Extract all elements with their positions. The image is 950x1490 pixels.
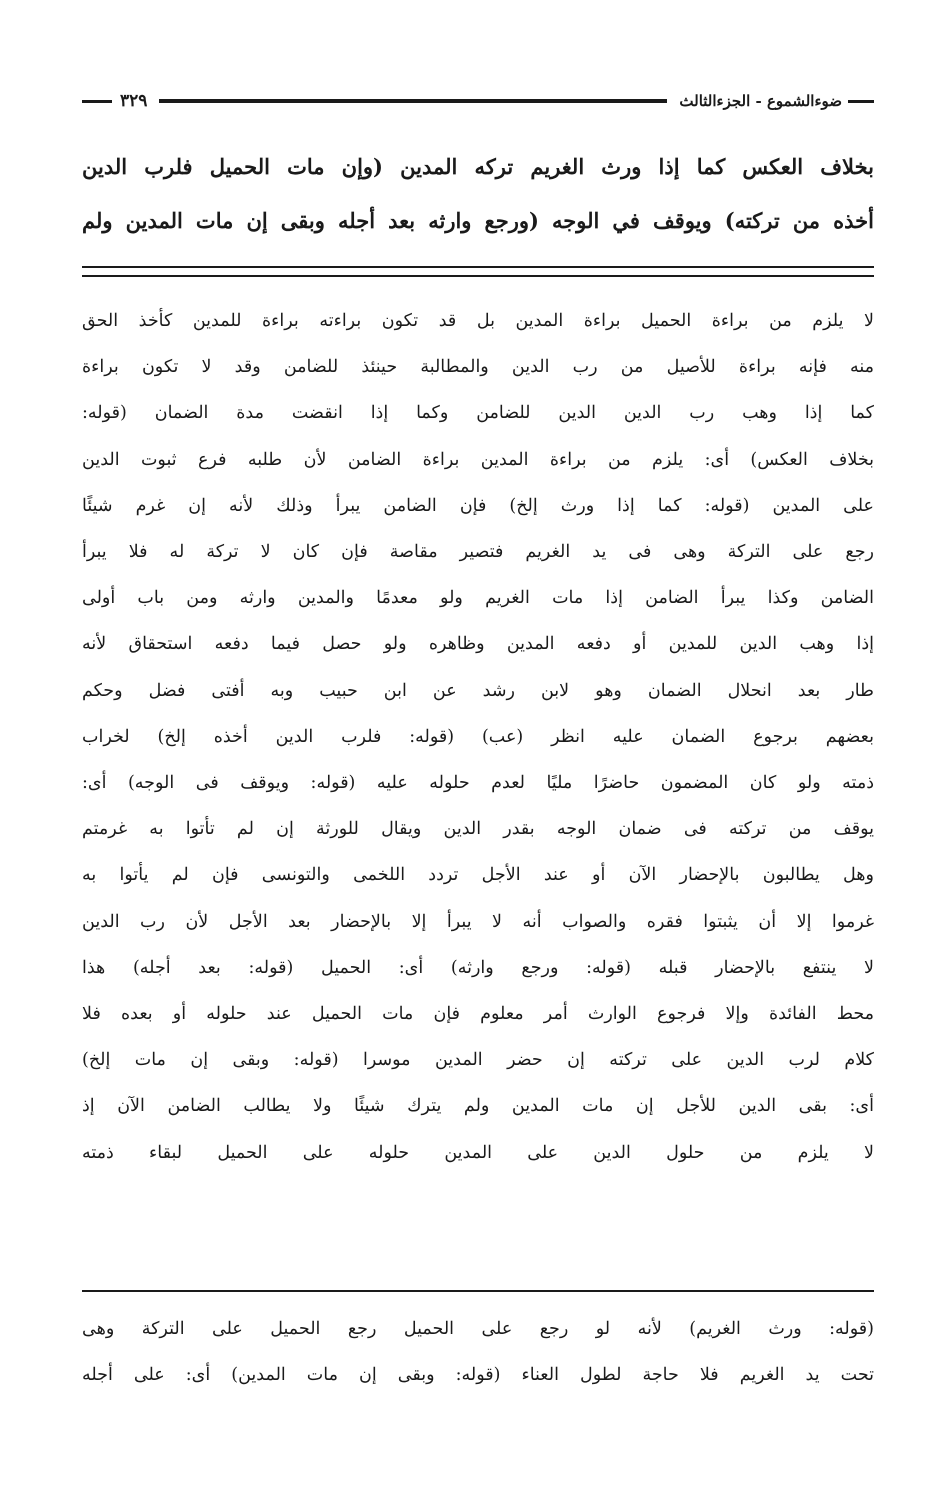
header-dash-left — [82, 100, 112, 103]
commentary-line: منه فإنه براءة للأصيل من رب الدين والمطالبة حينئذ للضامن وقد لا تكون براءة — [82, 357, 874, 378]
commentary-line: يوقف من تركته فى ضمان الوجه بقدر الدين ويقال للورثة إن لم تأتوا به غرمتم — [82, 819, 874, 840]
matn-line: أخذه من تركته) ويوقف في الوجه (ورجع وارثه بعد أجله وبقى إن مات المدين ولم — [82, 208, 874, 233]
commentary-line: ذمته ولو كان المضمون حاضرًا مليًا لعدم حلوله عليه (قوله: ويوقف فى الوجه) أى: — [82, 773, 874, 794]
commentary-line: محط الفائدة وإلا فرجوع الوارث أمر معلوم فإن مات الحميل عند حلوله أو بعده فلا — [82, 1004, 874, 1025]
commentary-line: وهل يطالبون بالإحضار الآن أو عند الأجل تردد اللخمى والتونسى فإن لم يأتوا به — [82, 865, 874, 886]
page — [82, 0, 874, 1490]
header-dash-right — [848, 100, 874, 103]
matn-separator — [82, 266, 874, 277]
running-header — [82, 86, 874, 116]
matn-text — [82, 140, 874, 248]
commentary-line: غرموا إلا أن يثبتوا فقره والصواب أنه لا يبرأ إلا بالإحضار بعد الأجل لأن رب الدين — [82, 911, 874, 932]
commentary-text — [82, 298, 874, 1176]
page-number: ٣٢٩ — [120, 91, 148, 111]
commentary-line: إذا وهب الدين للمدين أو دفعه المدين وظاهره ولو حصل فيما دفعه استحقاق لأنه — [82, 634, 874, 655]
commentary-line: لا يلزم من حلول الدين على المدين حلوله على الحميل لبقاء ذمته — [82, 1142, 874, 1163]
book-title: ضوءالشموع - الجزءالثالث — [679, 92, 842, 110]
commentary-line: بخلاف العكس) أى: يلزم من براءة المدين براءة الضامن لأن طلبه فرع ثبوت الدين — [82, 449, 874, 470]
commentary-line: كلام لرب الدين على تركته إن حضر المدين موسرا (قوله: وبقى إن مات إلخ) — [82, 1050, 874, 1071]
commentary-line: لا يلزم من براءة الحميل براءة المدين بل قد تكون براءته براءة للمدين كأخذ الحق — [82, 311, 874, 331]
commentary-line: لا ينتفع بالإحضار قبله (قوله: ورجع وارثه) أى: الحميل (قوله: بعد أجله) هذا — [82, 957, 874, 978]
commentary-line: على المدين (قوله: كما إذا ورث إلخ) فإن الضامن يبرأ وذلك لأنه إن غرم شيئًا — [82, 495, 874, 516]
footnotes — [82, 1306, 874, 1398]
commentary-line: رجع على التركة وهى فى يد الغريم فتصير مقاصة فإن كان لا تركة له فلا يبرأ — [82, 542, 874, 563]
commentary-line: الضامن وكذا يبرأ الضامن إذا مات الغريم ولو معدمًا والمدين وارثه ومن باب أولى — [82, 588, 875, 609]
footnote-line: تحت يد الغريم فلا حاجة لطول العناء (قوله: وبقى إن مات المدين) أى: على أجله — [82, 1365, 874, 1385]
matn-line: بخلاف العكس كما إذا ورث الغريم تركه المدين (وإن مات الحميل فلرب الدين — [82, 154, 874, 179]
footnote-separator — [82, 1290, 874, 1292]
commentary-line: كما إذا وهب رب الدين الدين للضامن وكما إذا انقضت مدة الضمان (قوله: — [82, 403, 874, 424]
footnote-line: (قوله: ورث الغريم) لأنه لو رجع على الحميل رجع الحميل على التركة وهى — [82, 1319, 874, 1339]
header-rule — [159, 99, 667, 103]
commentary-line: أى: بقى الدين للأجل إن مات المدين ولم يترك شيئًا ولا يطالب الضامن الآن إذ — [82, 1096, 874, 1117]
commentary-line: بعضهم برجوع الضمان عليه انظر (عب) (قوله: فلرب الدين أخذه إلخ) لخراب — [82, 726, 874, 747]
commentary-line: طار بعد انحلال الضمان وهو لابن رشد عن ابن حبيب وبه أفتى فضل وحكم — [82, 680, 874, 701]
